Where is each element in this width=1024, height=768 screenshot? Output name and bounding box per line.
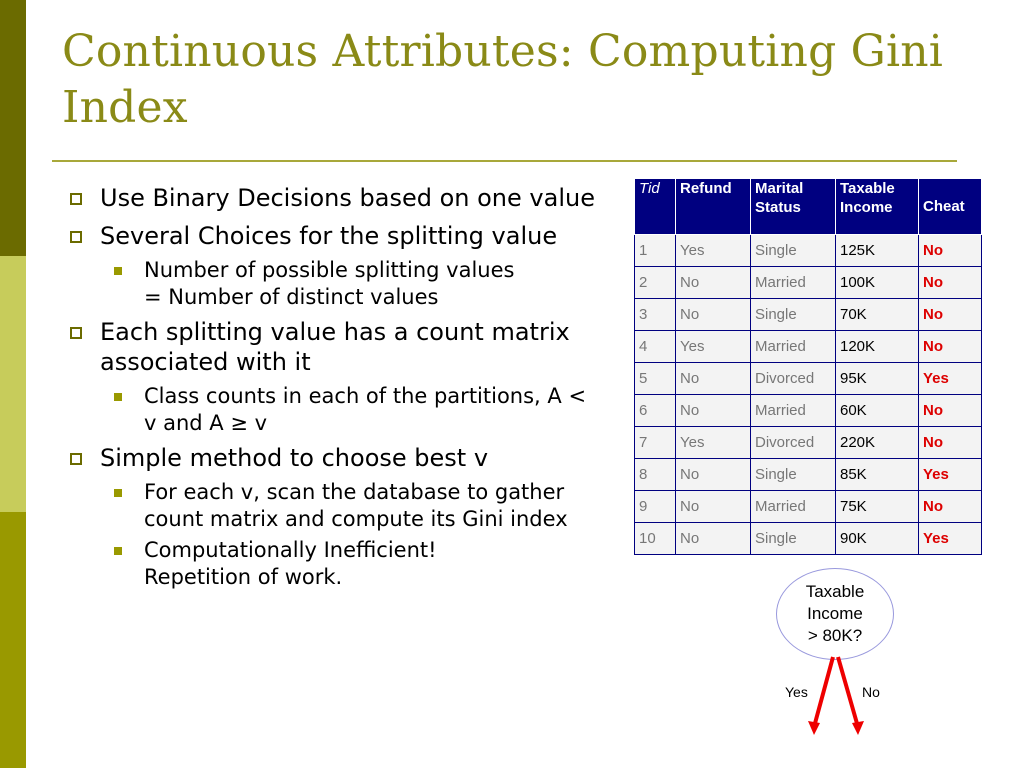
sub-bullet-line: Computationally Inefficient! (144, 538, 437, 562)
table-row (635, 395, 982, 427)
cell-tid: 6 (635, 395, 676, 427)
cell-taxable-income: 70K (836, 299, 919, 331)
cell-tid: 10 (635, 523, 676, 555)
header-marital-status: Marital Status (751, 179, 836, 235)
table-row (635, 331, 982, 363)
cell-cheat: No (919, 235, 982, 267)
bullet-text: Each splitting value has a count matrix associated with it (100, 318, 570, 376)
filled-square-bullet-icon (114, 393, 122, 401)
header-tid: Tid (635, 179, 676, 235)
cell-tid: 8 (635, 459, 676, 491)
cell-cheat: Yes (919, 523, 982, 555)
sub-bullet-item (144, 257, 598, 311)
cell-marital-status: Married (751, 331, 836, 363)
cell-taxable-income: 85K (836, 459, 919, 491)
cell-tid: 2 (635, 267, 676, 299)
filled-square-bullet-icon (114, 547, 122, 555)
cell-refund: No (676, 459, 751, 491)
cell-cheat: Yes (919, 363, 982, 395)
cell-tid: 5 (635, 363, 676, 395)
cell-taxable-income: 60K (836, 395, 919, 427)
cell-marital-status: Divorced (751, 363, 836, 395)
slide-title: Continuous Attributes: Computing Gini Index (62, 26, 944, 133)
cell-marital-status: Single (751, 459, 836, 491)
title-divider (52, 160, 957, 162)
cell-refund: No (676, 523, 751, 555)
node-line: Income (807, 604, 863, 623)
cell-cheat: No (919, 331, 982, 363)
decision-node (776, 568, 894, 660)
sub-bullet-line: = Number of distinct values (144, 285, 439, 309)
yes-branch-arrow (814, 657, 833, 727)
cell-tid: 4 (635, 331, 676, 363)
cell-marital-status: Married (751, 267, 836, 299)
bullet-item (68, 317, 598, 377)
table-row (635, 523, 982, 555)
bullet-text: Simple method to choose best v (100, 444, 489, 472)
bullet-text: Several Choices for the splitting value (100, 222, 558, 250)
table-row (635, 427, 982, 459)
cell-refund: No (676, 299, 751, 331)
cell-taxable-income: 100K (836, 267, 919, 299)
cell-refund: No (676, 491, 751, 523)
cell-taxable-income: 220K (836, 427, 919, 459)
node-line: > 80K? (807, 626, 863, 645)
yes-branch-label: Yes (785, 684, 808, 700)
sub-bullet-line: Class counts in each of the partitions, A < v and A ≥ v (144, 384, 587, 435)
square-bullet-icon (70, 231, 82, 243)
yes-arrowhead-icon (808, 721, 820, 735)
cell-taxable-income: 75K (836, 491, 919, 523)
data-table (634, 178, 982, 555)
square-bullet-icon (70, 193, 82, 205)
cell-marital-status: Single (751, 235, 836, 267)
cell-marital-status: Divorced (751, 427, 836, 459)
accent-stripe-middle (0, 256, 26, 512)
cell-cheat: No (919, 427, 982, 459)
header-cheat: Cheat (919, 179, 982, 235)
filled-square-bullet-icon (114, 267, 122, 275)
sub-bullet-item (144, 537, 598, 591)
sub-bullet-line: Repetition of work. (144, 565, 343, 589)
cell-cheat: No (919, 267, 982, 299)
table-row (635, 267, 982, 299)
header-taxable-income: Taxable Income (836, 179, 919, 235)
cell-refund: Yes (676, 235, 751, 267)
table-row (635, 363, 982, 395)
cell-refund: No (676, 267, 751, 299)
table-row (635, 235, 982, 267)
table-row (635, 491, 982, 523)
no-arrowhead-icon (852, 721, 864, 735)
cell-marital-status: Married (751, 491, 836, 523)
bullet-text: Use Binary Decisions based on one value (100, 184, 595, 212)
sub-bullet-line: For each v, scan the database to gather count matrix and compute its Gini index (144, 480, 568, 531)
bullet-list (68, 183, 598, 597)
cell-tid: 3 (635, 299, 676, 331)
table-header-row (635, 179, 982, 235)
table-body (635, 235, 982, 555)
cell-refund: No (676, 395, 751, 427)
accent-stripe-top (0, 0, 26, 256)
no-branch-label: No (862, 684, 880, 700)
cell-tid: 7 (635, 427, 676, 459)
cell-cheat: No (919, 491, 982, 523)
cell-taxable-income: 90K (836, 523, 919, 555)
bullet-item (68, 183, 598, 213)
square-bullet-icon (70, 327, 82, 339)
header-refund: Refund (676, 179, 751, 235)
cell-cheat: No (919, 299, 982, 331)
cell-marital-status: Married (751, 395, 836, 427)
cell-tid: 9 (635, 491, 676, 523)
cell-taxable-income: 125K (836, 235, 919, 267)
cell-cheat: No (919, 395, 982, 427)
bullet-item (68, 443, 598, 473)
cell-marital-status: Single (751, 299, 836, 331)
table-row (635, 459, 982, 491)
sub-bullet-item (144, 383, 598, 437)
cell-refund: Yes (676, 331, 751, 363)
node-line: Taxable (805, 582, 865, 601)
table-row (635, 299, 982, 331)
cell-taxable-income: 95K (836, 363, 919, 395)
cell-cheat: Yes (919, 459, 982, 491)
square-bullet-icon (70, 453, 82, 465)
cell-refund: No (676, 363, 751, 395)
sub-bullet-item (144, 479, 598, 533)
cell-tid: 1 (635, 235, 676, 267)
filled-square-bullet-icon (114, 489, 122, 497)
no-branch-arrow (838, 657, 858, 727)
cell-taxable-income: 120K (836, 331, 919, 363)
sub-bullet-line: Number of possible splitting values (144, 258, 515, 282)
accent-stripe-bottom (0, 512, 26, 768)
cell-refund: Yes (676, 427, 751, 459)
bullet-item (68, 221, 598, 251)
cell-marital-status: Single (751, 523, 836, 555)
